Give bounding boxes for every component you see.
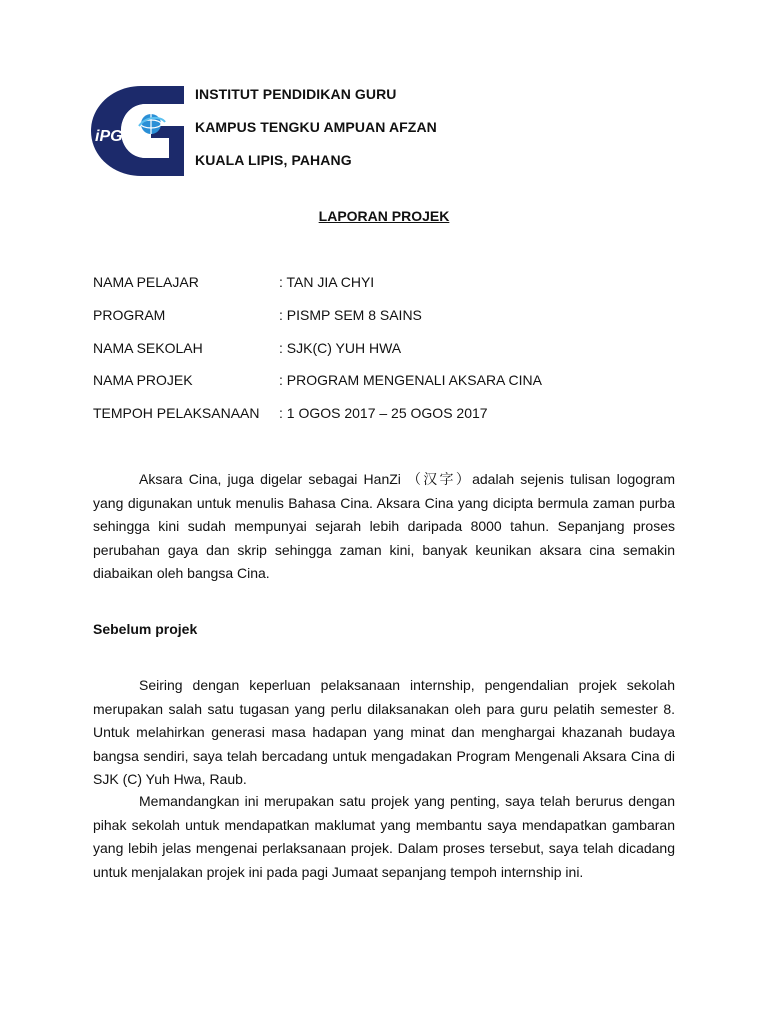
info-label: TEMPOH PELAKSANAAN: [93, 405, 260, 421]
campus-name: KAMPUS TENGKU AMPUAN AFZAN: [195, 119, 437, 135]
campus-location: KUALA LIPIS, PAHANG: [195, 152, 352, 168]
section-paragraph-text: Seiring dengan keperluan pelaksanaan internship, pengendalian projek sekolah merupakan salah satu tugasan yang perlu dilaksanakan oleh para guru pelatih semester 8. Untuk melahirkan generasi masa hadapan yang minat dan menghargai khazanah budaya bangsa sendiri, saya telah bercadang untuk mengadakan Program Mengenali Aksara Cina di SJK (C) Yuh Hwa, Raub.: [93, 677, 675, 787]
info-label: NAMA PELAJAR: [93, 274, 199, 290]
section-heading: Sebelum projek: [93, 621, 198, 637]
intro-paragraph: [93, 468, 675, 586]
info-label: NAMA SEKOLAH: [93, 340, 203, 356]
report-title: LAPORAN PROJEK: [318, 208, 450, 224]
info-label: NAMA PROJEK: [93, 372, 193, 388]
info-value: : SJK(C) YUH HWA: [279, 340, 402, 356]
info-value: : 1 OGOS 2017 – 25 OGOS 2017: [279, 405, 488, 421]
info-value: : PISMP SEM 8 SAINS: [279, 307, 422, 323]
info-value: : TAN JIA CHYI: [279, 274, 375, 290]
section-paragraph: [93, 790, 675, 884]
info-value: : PROGRAM MENGENALI AKSARA CINA: [279, 372, 542, 388]
institute-name: INSTITUT PENDIDIKAN GURU: [195, 86, 397, 102]
section-paragraph: [93, 674, 675, 792]
intro-paragraph-text: Aksara Cina, juga digelar sebagai HanZi （汉字）adalah sejenis tulisan logogram yang digunakan untuk menulis Bahasa Cina. Aksara Cina yang dicipta bermula zaman purba sehingga kini sudah mempunyai sejarah lebih daripada 8000 tahun. Sepanjang proses perubahan gaya dan skrip sehingga zaman kini, banyak keunikan aksara cina semakin diabaikan oleh bangsa Cina.: [93, 471, 675, 581]
section-paragraph-text: Memandangkan ini merupakan satu projek yang penting, saya telah berurus dengan pihak sekolah untuk mendapatkan maklumat yang membantu saya mendapatkan gambaran yang lebih jelas mengenai perlaksanaan projek. Dalam proses tersebut, saya telah dicadang untuk menjalakan projek ini pada pagi Jumaat sepanjang tempoh internship ini.: [93, 793, 675, 880]
logo-text: iPG: [95, 128, 123, 145]
info-label: PROGRAM: [93, 307, 166, 323]
ipg-logo: [91, 86, 184, 176]
